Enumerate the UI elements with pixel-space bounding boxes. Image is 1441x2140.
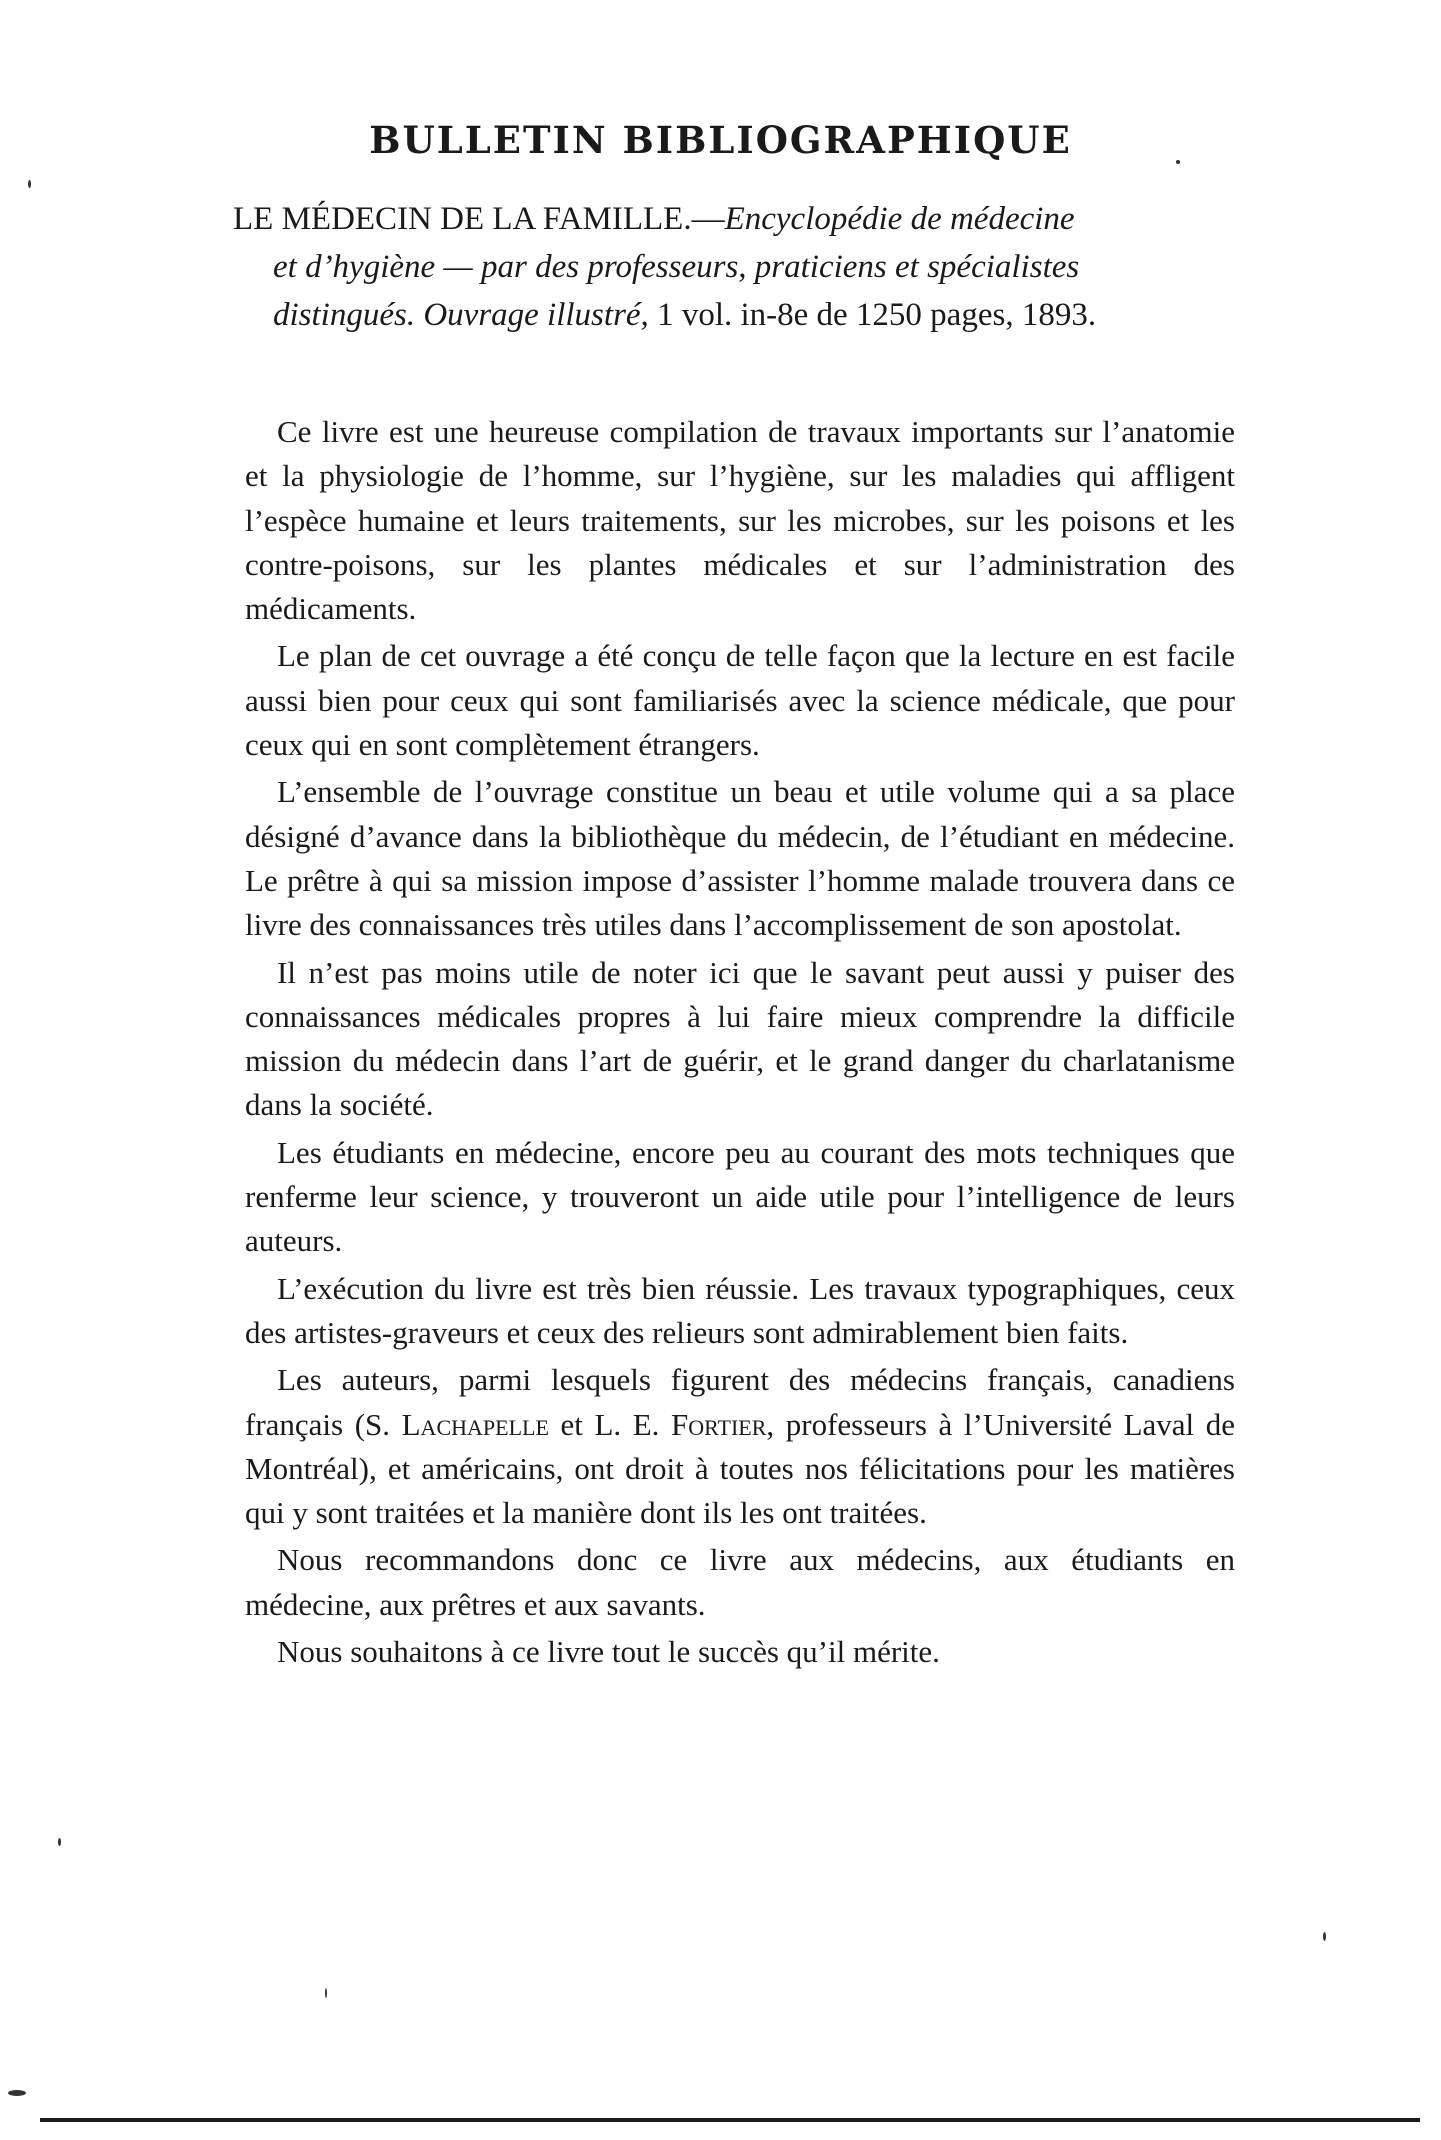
book-details: 1 vol. in-8e de 1250 pages, 1893. <box>648 297 1097 333</box>
p7-part-1: Les auteurs, parmi lesquels figurent des médecins français, canadiens français (S. <box>245 1362 1235 1442</box>
reference-line-1 <box>233 195 1233 243</box>
book-subtitle-2: et d’hygiène — par des professeurs, praticiens et spécialistes <box>273 249 1080 285</box>
scan-speck <box>58 1838 61 1846</box>
review-paragraph-7 <box>245 1358 1235 1535</box>
book-subtitle-3: distingués. Ouvrage illustré, <box>273 297 649 333</box>
review-paragraph-3: L’ensemble de l’ouvrage constitue un beau et utile volume qui a sa place désigné d’avance dans la bibliothèque du médecin, de l’étudiant en médecine. Le prêtre à qui sa mission impose d’assister l’homme malade trouvera dans ce livre des connaissances très utiles dans l’accomplissement de son apostolat. <box>245 774 1235 943</box>
review-paragraph-5: Les étudiants en médecine, encore peu au courant des mots techniques que renferme leur science, y trouveront un aide utile pour l’intelligence de leurs auteurs. <box>245 1134 1235 1259</box>
book-reference <box>233 195 1233 339</box>
scan-speck <box>1323 1932 1326 1941</box>
review-paragraph-9: Nous souhaitons à ce livre tout le succès qu’il mérite. <box>277 1634 940 1670</box>
review-paragraph-8: Nous recommandons donc ce livre aux médecins, aux étudiants en médecine, aux prêtres et aux savants. <box>245 1542 1235 1622</box>
review-body <box>245 410 1235 1677</box>
reference-line-3 <box>233 291 1233 339</box>
review-paragraph-4: Il n’est pas moins utile de noter ici que le savant peut aussi y puiser des connaissances médicales propres à lui faire mieux comprendre la difficile mission du médecin dans l’art de guérir, et le grand danger du charlatanisme dans la société. <box>245 954 1235 1123</box>
title-dash: — <box>691 201 725 237</box>
p7-part-2: et L. E. <box>548 1406 672 1442</box>
author-name-fortier: Fortier <box>671 1406 767 1442</box>
book-subtitle-1: Encyclopédie de médecine <box>724 201 1075 237</box>
page-heading: BULLETIN BIBLIOGRAPHIQUE <box>369 118 1072 162</box>
reference-line-2 <box>233 243 1233 291</box>
review-paragraph-1: Ce livre est une heureuse compilation de travaux importants sur l’anatomie et la physiologie de l’homme, sur l’hygiène, sur les maladies qui affligent l’espèce humaine et leurs traitements, sur les microbes, sur les poisons et les contre-poisons, sur les plantes médicales et sur l’administration des médicaments. <box>245 414 1235 627</box>
review-paragraph-6: L’exécution du livre est très bien réussie. Les travaux typographiques, ceux des artistes-graveurs et ceux des relieurs sont admirablement bien faits. <box>245 1270 1235 1350</box>
p7-part-3: , professeurs à l’Université Laval de Montréal), et américains, ont droit à toutes nos félicitations pour les matières qui y sont traitées et la manière dont ils les ont traitées. <box>245 1406 1235 1531</box>
scan-speck <box>325 1988 327 1998</box>
book-title: LE MÉDECIN DE LA FAMILLE. <box>233 201 692 237</box>
bottom-rule <box>40 2118 1420 2122</box>
review-paragraph-2: Le plan de cet ouvrage a été conçu de telle façon que la lecture en est facile aussi bien pour ceux qui sont familiarisés avec la science médicale, que pour ceux qui en sont complètement étrangers. <box>245 638 1235 763</box>
author-name-lachapelle: Lachapelle <box>401 1406 549 1442</box>
scan-speck <box>1176 160 1180 164</box>
scan-speck <box>8 2090 26 2096</box>
scan-speck <box>28 180 31 188</box>
